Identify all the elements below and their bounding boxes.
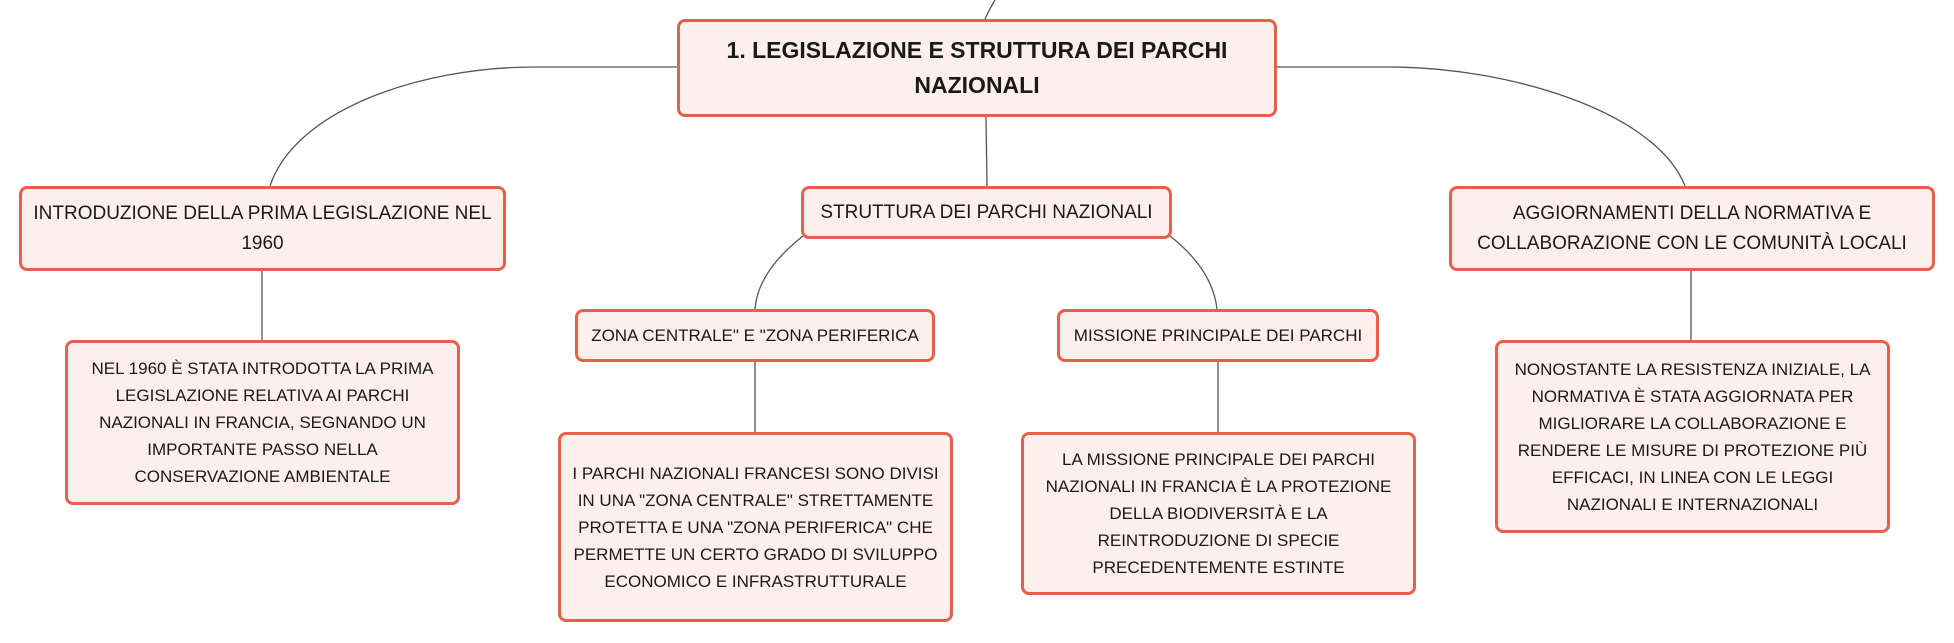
- connector-root-to-structure: [986, 117, 987, 186]
- detail-node-mission[interactable]: [1021, 432, 1416, 595]
- topic-label-intro: INTRODUZIONE DELLA PRIMA LEGISLAZIONE NEL 1960: [33, 202, 492, 254]
- root-topic-node[interactable]: [677, 19, 1277, 117]
- detail-node-zones[interactable]: [558, 432, 953, 622]
- detail-node-updates[interactable]: [1495, 340, 1890, 533]
- detail-text-updates: NONOSTANTE LA RESISTENZA INIZIALE, LA NORMATIVA È STATA AGGIORNATA PER MIGLIORARE LA COLLABORAZIONE E RENDERE LE MISURE DI PROTEZIONE PIÙ EFFICACI, IN LINEA CON LE LEGGI NAZIONALI E INTERNAZIONALI: [1514, 359, 1871, 514]
- topic-node-intro[interactable]: [19, 186, 506, 271]
- topic-label-updates: AGGIORNAMENTI DELLA NORMATIVA E COLLABORAZIONE CON LE COMUNITÀ LOCALI: [1477, 202, 1907, 254]
- connector-parent-to-root: [985, 0, 995, 19]
- detail-text-intro: NEL 1960 È STATA INTRODOTTA LA PRIMA LEGISLAZIONE RELATIVA AI PARCHI NAZIONALI IN FRANCIA, SEGNANDO UN IMPORTANTE PASSO NELLA CONSERVAZIONE AMBIENTALE: [91, 359, 434, 486]
- detail-node-intro[interactable]: [65, 340, 460, 505]
- detail-text-zones: I PARCHI NAZIONALI FRANCESI SONO DIVISI IN UNA "ZONA CENTRALE" STRETTAMENTE PROTETTA E UNA "ZONA PERIFERICA" CHE PERMETTE UN CERTO GRADO DI SVILUPPO ECONOMICO E INFRASTRUTTURALE: [572, 463, 939, 591]
- connector-structure-to-zones: [755, 236, 803, 309]
- subtopic-label-zones: ZONA CENTRALE" E "ZONA PERIFERICA: [591, 325, 919, 345]
- connector-root-to-updates: [1277, 67, 1685, 186]
- topic-node-updates[interactable]: [1449, 186, 1935, 271]
- topic-label-structure: STRUTTURA DEI PARCHI NAZIONALI: [820, 201, 1153, 223]
- topic-node-structure[interactable]: [801, 186, 1172, 239]
- subtopic-node-mission[interactable]: [1057, 309, 1379, 362]
- subtopic-node-zones[interactable]: [575, 309, 935, 362]
- connector-root-to-intro: [270, 67, 677, 186]
- subtopic-label-mission: MISSIONE PRINCIPALE DEI PARCHI: [1073, 325, 1363, 345]
- detail-text-mission: LA MISSIONE PRINCIPALE DEI PARCHI NAZIONALI IN FRANCIA È LA PROTEZIONE DELLA BIODIVERSITÀ E LA REINTRODUZIONE DI SPECIE PRECEDENTEMENTE ESTINTE: [1045, 450, 1392, 577]
- root-topic-label: 1. LEGISLAZIONE E STRUTTURA DEI PARCHI NAZIONALI: [726, 37, 1228, 98]
- connector-structure-to-mission: [1170, 236, 1217, 309]
